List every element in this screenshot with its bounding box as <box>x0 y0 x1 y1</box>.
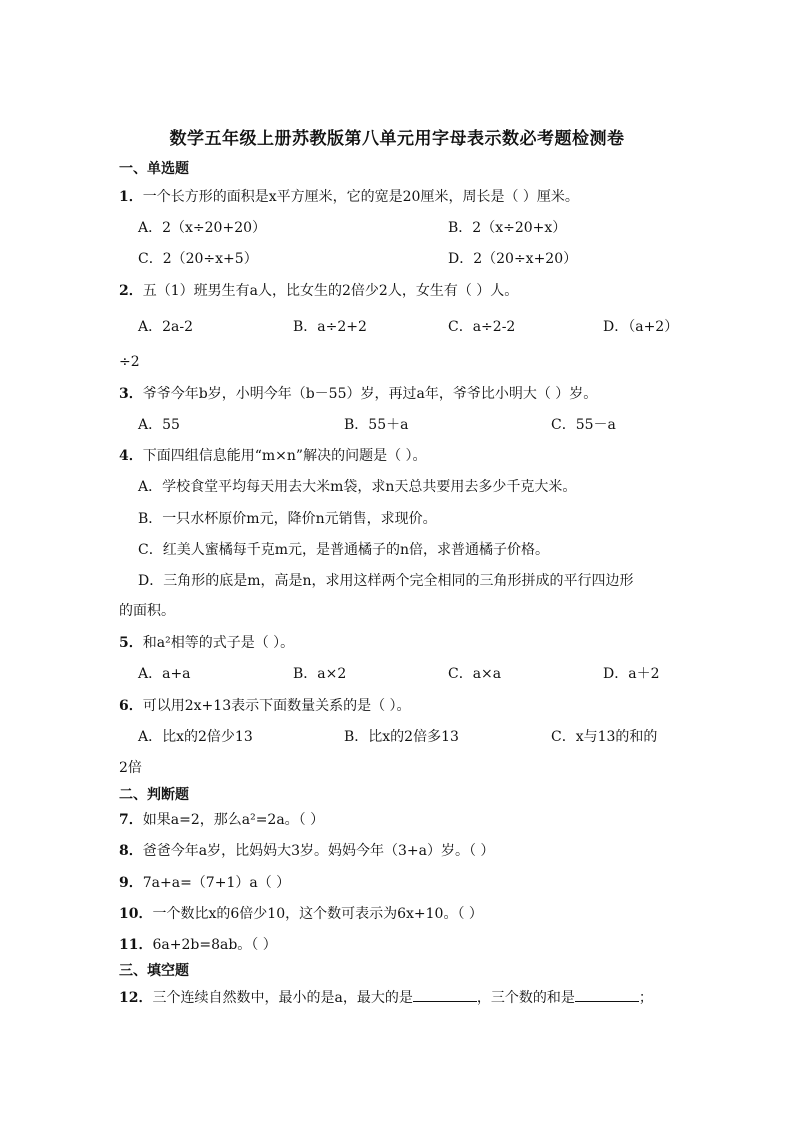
question-number: 12． <box>119 990 153 1006</box>
question-number: 2． <box>119 283 143 299</box>
q4-option-d-continued: 的面积。 <box>119 603 175 619</box>
question-4 <box>119 446 427 466</box>
question-number: 1． <box>119 189 143 205</box>
question-number: 4． <box>119 448 143 464</box>
question-number: 8． <box>119 843 143 859</box>
q5-option-d: D．a＋2 <box>603 666 660 682</box>
q2-option-a: A．2a-2 <box>138 319 194 335</box>
question-stem: 一个数比x的6倍少10，这个数可表示为6x+10。（ ） <box>152 906 483 922</box>
question-number: 9． <box>119 875 143 891</box>
question-number: 11． <box>119 937 153 953</box>
question-1 <box>119 187 579 207</box>
question-11 <box>119 935 277 955</box>
q1-option-c: C．2（20÷x+5） <box>138 251 258 267</box>
q1-option-d: D．2（20÷x+20） <box>448 251 578 267</box>
q6-option-c-continued: 2倍 <box>119 760 142 776</box>
q6-option-c: C．x与13的和的 <box>551 729 658 745</box>
question-stem: 可以用2x+13表示下面数量关系的是（ ）。 <box>142 698 411 714</box>
q5-option-c: C．a×a <box>448 666 502 682</box>
question-8 <box>119 841 494 861</box>
question-12 <box>119 987 653 1008</box>
q3-option-c: C．55－a <box>551 417 616 433</box>
page-title: 数学五年级上册苏教版第八单元用字母表示数必考题检测卷 <box>169 129 625 149</box>
q5-option-b: B．a×2 <box>293 666 347 682</box>
question-10 <box>119 904 483 924</box>
q3-option-b: B．55＋a <box>344 417 409 433</box>
q1-option-b: B．2（x÷20+x） <box>448 220 567 236</box>
q6-option-a: A．比x的2倍少13 <box>138 729 253 745</box>
q2-option-d: D．（a+2） <box>603 319 679 335</box>
question-9 <box>119 873 290 893</box>
question-stem: 爷爷今年b岁，小明今年（b－55）岁，再过a年，爷爷比小明大（ ）岁。 <box>142 386 598 402</box>
question-stem: 一个长方形的面积是x平方厘米，它的宽是20厘米，周长是（ ）厘米。 <box>142 189 579 205</box>
q1-option-a: A．2（x÷20+20） <box>138 220 267 236</box>
question-7 <box>119 810 324 830</box>
section-heading-true-false: 二、判断题 <box>119 787 189 803</box>
q5-option-a: A．a+a <box>138 666 191 682</box>
question-stem: 如果a=2，那么a²=2a。（ ） <box>142 812 325 828</box>
question-stem: ，三个数的和是 <box>476 990 575 1006</box>
answer-blank[interactable] <box>575 987 639 1002</box>
question-number: 5． <box>119 635 143 651</box>
question-3 <box>119 384 597 404</box>
q2-option-d-continued: ÷2 <box>119 354 140 370</box>
q6-option-b: B．比x的2倍多13 <box>344 729 459 745</box>
section-heading-single-choice: 一、单选题 <box>119 161 189 177</box>
question-number: 3． <box>119 386 143 402</box>
question-stem: 五（1）班男生有a人，比女生的2倍少2人，女生有（ ）人。 <box>142 283 519 299</box>
question-stem: ； <box>638 990 653 1006</box>
q2-option-c: C．a÷2-2 <box>448 319 516 335</box>
question-stem: 6a+2b=8ab。（ ） <box>152 937 277 953</box>
question-number: 10． <box>119 906 153 922</box>
q4-option-b: B．一只水杯原价m元，降价n元销售，求现价。 <box>138 511 437 527</box>
question-stem: 7a+a=（7+1）a（ ） <box>142 875 291 891</box>
section-heading-fill-in: 三、填空题 <box>119 963 189 979</box>
question-number: 7． <box>119 812 143 828</box>
q4-option-a: A．学校食堂平均每天用去大米m袋，求n天总共要用去多少千克大米。 <box>138 479 577 495</box>
question-stem: 下面四组信息能用“m×n”解决的问题是（ ）。 <box>142 448 427 464</box>
q4-option-c: C．红美人蜜橘每千克m元，是普通橘子的n倍，求普通橘子价格。 <box>138 542 550 558</box>
question-6 <box>119 696 411 716</box>
answer-blank[interactable] <box>413 987 477 1002</box>
question-number: 6． <box>119 698 143 714</box>
question-stem: 三个连续自然数中，最小的是a，最大的是 <box>152 990 413 1006</box>
q2-option-b: B．a÷2+2 <box>293 319 367 335</box>
question-stem: 爸爸今年a岁，比妈妈大3岁。妈妈今年（3+a）岁。（ ） <box>142 843 495 859</box>
question-2 <box>119 281 518 301</box>
q4-option-d: D．三角形的底是m，高是n，求用这样两个完全相同的三角形拼成的平行四边形 <box>138 573 634 589</box>
question-stem: 和a²相等的式子是（ ）。 <box>142 635 295 651</box>
q3-option-a: A．55 <box>138 417 180 433</box>
question-5 <box>119 633 294 653</box>
